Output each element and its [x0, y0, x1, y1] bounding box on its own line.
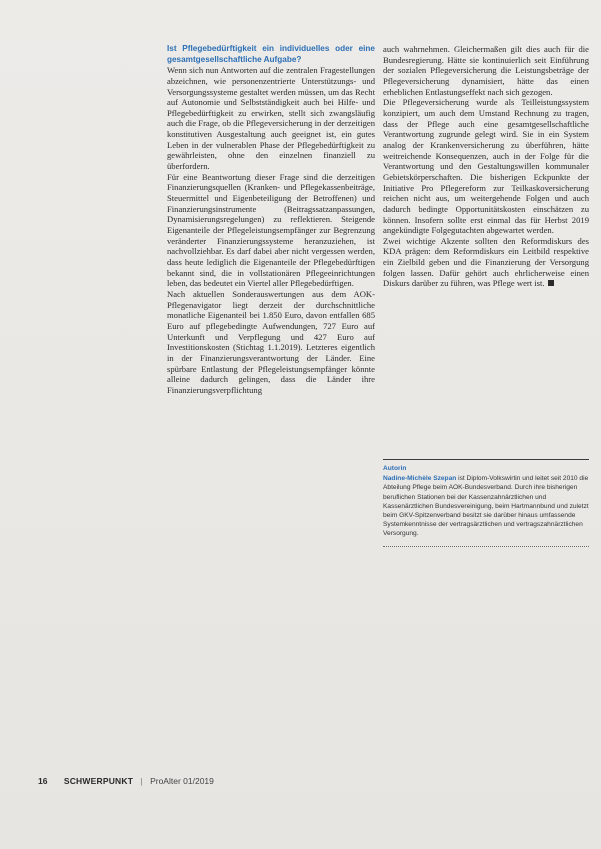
paragraph: Für eine Beantwortung dieser Frage sind die derzeitigen Finanzierungsquellen (Kranken- und Pflegekassenbeiträge, Steuermittel und Eigenbeteiligung der Betroffenen) und Finanzierungsinstrumente (Beitragssatzanpassungen, Dynamisierungsregelungen) zu reflektieren. Steigende Eigenanteile der Pflegeleistungsempfänger zur Begrenzung veränderter Finanzierungssysteme heranzuziehen, ist nachvollziehbar. Es darf dabei aber nicht vergessen werden, dass heute lediglich die Eigenanteile der Pflegebedürftigen bekannt sind, die in vollstationären Pflegeeinrichtungen leben, das bedeutet ein Viertel aller Pflegebedürftigen.: [167, 171, 375, 289]
paragraph: Nach aktuellen Sonderauswertungen aus dem AOK-Pflegenavigator liegt derzeit der durchschnittliche monatliche Eigenanteil bei 1.850 Euro, davon entfallen 685 Euro auf pflegebedingte Aufwendungen, 727 Euro auf Unterkunft und Verpflegung und 427 Euro auf Investitionskosten (Stichtag 1.1.2019). Letzteres eigentlich in der Finanzierungsverantwortung der Länder. Eine spürbare Entlastung der Pflegeleistungsempfänger könnte alleine dadurch gelingen, dass die Länder ihre Finanzierungsverpflichtung: [167, 288, 375, 395]
magazine-issue: ProAlter 01/2019: [150, 776, 214, 786]
paragraph: Wenn sich nun Antworten auf die zentralen Fragestellungen abzeichnen, wie personenzentrierte Unterstützungs- und Versorgungssysteme gestaltet werden müssen, um das Recht auf Autonomie und Selbstständigkeit auch bei Hilfe- und Pflegebedürftigkeit zu erwirken, stellt sich zwangsläufig auch die Frage, ob die Pflegeversicherung in der derzeitigen konstitutiven Ausgestaltung auch geeignet ist, ein gutes Leben in der vulnerablen Phase der Pflegebedürftigkeit zu gewährleisten, ohne den einzelnen finanziell zu überfordern.: [167, 65, 375, 172]
paragraph-final: [383, 236, 589, 289]
author-label: Autorin: [383, 465, 407, 472]
section-heading: Ist Pflegebedürftigkeit ein individuelles oder eine gesamtgesellschaftliche Aufgabe?: [167, 44, 375, 64]
section-name: SCHWERPUNKT: [63, 776, 134, 786]
paragraph: auch wahrnehmen. Gleichermaßen gilt dies auch für die Bundesregierung. Hätte sie kontinuierlich seit Einführung der sozialen Pflegeversicherung die Leistungsbeträge der Pflegeversicherung dynamisiert, hätte das einen erheblichen Entlastungseffekt nach sich gezogen.: [383, 44, 589, 97]
end-of-article-icon: [548, 280, 554, 286]
author-bio: ist Diplom-Volkswirtin und leitet seit 2010 die Abteilung Pflege beim AOK-Bundesverband. Durch ihre bisherigen beruflichen Stationen bei der Kassenzahnärztlichen und Kassenärztlichen Bundesvereinigung, beim Hartmannbund und zuletzt beim GKV-Spitzenverband besitzt sie darüber hinaus umfassende Systemkenntnisse der vertragsärztlichen und vertragszahnärztlichen Versorgung.: [383, 475, 589, 538]
article-column-right: [383, 44, 589, 289]
author-bio-block: [383, 474, 589, 538]
page-number: 16: [38, 776, 48, 786]
paragraph-text: Zwei wichtige Akzente sollten den Reformdiskurs des KDA prägen: dem Reformdiskurs ein Leitbild respektive ein Zielbild geben und die Finanzierung der Versorgung folgen lassen. Dafür gehört auch ehrlicherweise einen Diskurs darüber zu führen, was Pflege wert ist.: [383, 235, 589, 289]
article-column-left: [167, 44, 375, 396]
author-name: Nadine-Michèle Szepan: [383, 475, 457, 483]
author-box: [383, 459, 589, 547]
page-footer: [38, 776, 214, 786]
footer-separator: |: [140, 776, 143, 786]
paragraph: Die Pflegeversicherung wurde als Teilleistungssystem konzipiert, um auch dem Umstand Rechnung zu tragen, dass der Pflege auch eine gesamtgesellschaftliche Verantwortung zugrunde gelegt wird. Sie in ein System analog der Krankenversicherung zu überführen, hätte weitreichende Konsequenzen, auch in der Folge für die Verantwortung und den Gestaltungswillen kommunaler Gebietskörperschaften. Die bisherigen Eckpunkte der Initiative Pro Pflegereform zur Teilkaskoversicherung reichen nicht aus, um weitergehende Folgen und auch dadurch bedingte Opportunitätskosten einschätzen zu können. Insofern sollte erst einmal das für Herbst 2019 angekündigte Folgegutachten abgewartet werden.: [383, 97, 589, 236]
